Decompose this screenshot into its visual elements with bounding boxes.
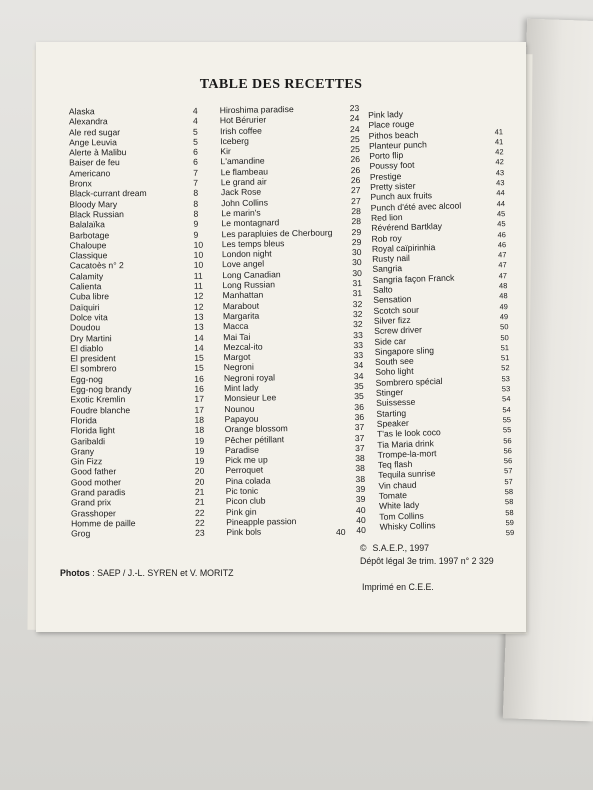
recipe-page-number: 27 [350, 185, 361, 196]
recipe-page-number: 42 [495, 157, 504, 167]
recipe-page-number: 54 [502, 404, 511, 414]
photo-credits [60, 568, 234, 578]
recipe-name: Pêcher pétillant [224, 433, 285, 445]
recipe-name: Nounou [224, 403, 255, 414]
recipe-page-number: 12 [193, 291, 204, 302]
recipe-name: Dry Martini [70, 332, 112, 343]
recipe-page-number: 18 [194, 414, 205, 425]
recipe-name: Bloody Mary [69, 198, 118, 210]
recipe-name: Barbotage [69, 229, 110, 240]
recipe-name: Silver fizz [373, 314, 411, 326]
recipe-page-number: 16 [194, 383, 204, 394]
recipe-page-number: 25 [350, 144, 360, 155]
recipe-page-number: 15 [194, 352, 204, 363]
recipe-name: Scotch sour [373, 304, 420, 316]
recipe-page-number: 22 [195, 517, 205, 528]
recipe-page-number: 20 [194, 476, 205, 487]
recipe-page-number: 13 [193, 311, 204, 322]
recipe-entry [226, 525, 376, 538]
recipe-page-number: 53 [501, 373, 511, 384]
recipe-name: Long Russian [222, 279, 276, 291]
recipe-page-number: 53 [501, 384, 511, 394]
recipe-page-number: 45 [496, 209, 506, 219]
recipe-name: London night [221, 248, 272, 260]
recipe-name: Cacatoès n° 2 [69, 260, 124, 271]
recipe-page-number: 19 [194, 445, 205, 456]
recipe-name: Le montagnard [221, 217, 280, 229]
recipe-page-number: 4 [192, 105, 198, 116]
recipe-page-number: 55 [502, 415, 512, 425]
recipe-name: Prestige [369, 170, 402, 182]
recipe-name: Alaska [68, 106, 95, 117]
recipe-name: Pina colada [225, 475, 271, 486]
recipe-page-number: 16 [194, 373, 204, 384]
recipe-page-number: 34 [353, 370, 364, 381]
copyright-symbol: © [360, 543, 367, 553]
recipe-page-number: 10 [193, 239, 204, 250]
recipe-page-number: 47 [498, 260, 507, 270]
recipe-name: Negroni royal [223, 372, 276, 383]
recipe-name: Manhattan [222, 289, 264, 301]
recipe-page-number: 5 [193, 136, 198, 147]
recipe-page-number: 49 [499, 312, 509, 322]
recipe-page-number: 44 [496, 188, 505, 198]
recipe-page-number: 14 [194, 332, 204, 343]
recipe-name: Good mother [70, 476, 122, 488]
recipe-name: Tom Collins [379, 510, 424, 522]
recipe-name: Exotic Kremlin [70, 394, 126, 405]
recipe-page-number: 36 [354, 401, 365, 412]
recipe-page-number: 48 [498, 281, 508, 291]
recipe-name: Irish coffee [219, 125, 262, 136]
recipe-page-number: 12 [193, 301, 204, 312]
recipe-name: Le flambeau [220, 166, 269, 177]
recipe-page-number: 6 [193, 146, 198, 157]
recipe-name: El diablo [70, 343, 104, 354]
recipe-page-number: 26 [350, 175, 361, 186]
recipe-name: Trompe-la-mort [377, 447, 437, 460]
recipe-name: Place rouge [368, 118, 415, 131]
recipe-name: Tomate [378, 490, 408, 501]
recipe-name: Pink bols [226, 526, 262, 538]
recipe-page-number: 17 [194, 404, 205, 415]
recipe-name: Egg-nog [70, 373, 103, 385]
legal-deposit: Dépôt légal 3e trim. 1997 n° 2 329 [360, 556, 494, 566]
recipe-page-number: 40 [356, 514, 366, 525]
recipe-page-number: 49 [499, 301, 508, 312]
recipe-name: Punch d'été avec alcool [370, 200, 462, 213]
recipe-page-number: 30 [352, 257, 362, 268]
recipe-page-number: 59 [505, 517, 515, 528]
recipe-page-number: 9 [193, 229, 199, 240]
recipe-name: Sombrero spécial [375, 375, 443, 388]
recipe-page-number: 26 [350, 164, 361, 175]
recipe-page-number: 37 [354, 432, 365, 443]
recipe-name: Whisky Collins [379, 520, 436, 532]
recipe-name: Margot [223, 351, 251, 363]
recipe-name: Negroni [223, 362, 254, 373]
recipe-name: Salto [372, 284, 393, 295]
recipe-name: Les parapluies de Cherbourg [221, 227, 333, 239]
recipe-name: L'amandine [220, 155, 265, 167]
recipe-name: Hiroshima paradise [219, 104, 294, 116]
recipe-page-number: 37 [354, 442, 365, 453]
recipe-name: Paradise [224, 444, 260, 455]
recipe-page-number: 35 [353, 380, 364, 392]
recipe-name: Orange blossom [224, 423, 288, 435]
recipe-name: Pink gin [225, 506, 257, 517]
recipe-name: Good father [70, 466, 117, 477]
recipe-page-number: 56 [503, 456, 513, 466]
recipe-name: Marabout [222, 300, 260, 311]
recipe-page-number: 38 [355, 463, 365, 474]
recipe-name: Pithos beach [368, 129, 419, 141]
recipe-name: Suissesse [376, 397, 416, 409]
recipe-page-number: 28 [351, 205, 361, 217]
column-2-trailing-page: 40 [336, 527, 346, 537]
recipe-name: Sangria façon Franck [372, 272, 455, 285]
recipe-name: Long Canadian [222, 269, 281, 280]
recipe-name: Classique [69, 250, 108, 261]
recipe-name: Gin Fizz [70, 456, 103, 467]
recipe-page-number: 50 [499, 322, 509, 332]
recipe-name: Balalaïka [69, 219, 105, 230]
recipe-name: Iceberg [220, 135, 249, 147]
recipe-page-number: 39 [355, 494, 366, 505]
recipe-page-number: 7 [193, 167, 199, 178]
recipe-name: Grog [71, 528, 91, 539]
recipe-page-number: 46 [497, 229, 506, 239]
recipe-name: Poussy foot [369, 160, 415, 172]
recipe-page-number: 11 [193, 270, 203, 281]
recipe-page-number: 38 [355, 473, 366, 484]
recipe-name: Mint lady [223, 382, 259, 394]
recipe-name: Teq flash [377, 458, 413, 470]
book-page [36, 42, 526, 632]
recipe-page-number: 41 [494, 126, 504, 137]
recipe-name: Egg-nog brandy [70, 384, 132, 395]
recipe-page-number: 59 [505, 528, 515, 538]
recipe-name: Pretty sister [370, 180, 416, 193]
photos-label: Photos [60, 568, 90, 578]
recipe-page-number: 13 [193, 321, 204, 333]
recipe-name: Black Russian [69, 209, 124, 220]
recipe-page-number: 41 [494, 137, 504, 147]
copyright-text: S.A.E.P., 1997 [372, 543, 430, 553]
recipe-page-number: 31 [352, 278, 363, 289]
recipe-name: Mai Tai [223, 331, 251, 342]
recipe-name: T'as le look coco [376, 427, 441, 440]
recipe-page-number: 20 [194, 466, 205, 477]
recipe-name: Baiser de feu [69, 157, 120, 168]
recipe-page-number: 32 [352, 308, 363, 320]
recipe-name: South see [374, 355, 414, 367]
recipe-name: Garibaldi [70, 435, 106, 446]
recipe-name: Calamity [69, 270, 104, 282]
recipe-name: Love angel [222, 258, 265, 270]
recipe-page-number: 55 [502, 425, 512, 435]
recipe-page-number: 22 [194, 507, 205, 518]
recipe-page-number: 33 [353, 329, 363, 340]
recipe-page-number: 58 [505, 507, 514, 517]
recipe-name: Soho light [375, 366, 414, 378]
recipe-page-number: 52 [501, 363, 510, 373]
recipe-name: Florida light [70, 425, 116, 436]
recipe-name: Homme de paille [71, 517, 136, 529]
recipe-name: Chaloupe [69, 240, 107, 251]
recipe-name: Punch aux fruits [370, 190, 433, 203]
recipe-page-number: 50 [500, 332, 509, 342]
recipe-name: Perroquet [225, 464, 264, 476]
recipe-name: Vin chaud [378, 479, 417, 491]
recipe-page-number: 24 [349, 123, 360, 134]
recipe-name: Cuba libre [69, 291, 110, 302]
recipe-page-number: 18 [194, 424, 205, 435]
recipe-name: Rob roy [371, 232, 402, 244]
recipe-page-number: 48 [499, 291, 508, 301]
recipe-name: Mezcal-ito [223, 341, 263, 353]
recipe-page-number: 51 [500, 353, 510, 363]
recipe-page-number: 43 [495, 178, 505, 188]
recipe-name: Starting [376, 407, 407, 419]
recipe-name: El president [70, 353, 116, 364]
recipe-name: Side car [374, 335, 407, 347]
recipe-name: Hot Bérurier [219, 114, 267, 126]
recipe-page-number: 4 [192, 116, 198, 127]
recipe-page-number: 9 [193, 219, 199, 230]
recipe-page-number: 19 [194, 435, 205, 446]
recipe-page-number: 42 [495, 147, 504, 157]
recipe-name: Royal caïpirinhia [371, 242, 436, 254]
recipe-page-number: 36 [354, 411, 365, 423]
recipe-page-number: 32 [352, 298, 363, 309]
recipe-page-number: 30 [352, 267, 362, 278]
recipe-name: El sombrero [70, 363, 117, 374]
recipe-page-number: 32 [352, 319, 363, 330]
recipe-page-number: 56 [503, 445, 513, 456]
recipe-name: Révérend Bartklay [371, 221, 443, 234]
recipe-page-number: 23 [349, 103, 360, 114]
recipe-page-number: 57 [504, 476, 513, 486]
recipe-name: Sangria [372, 263, 403, 275]
recipe-page-number: 7 [193, 177, 199, 188]
recipe-name: Pic tonic [225, 485, 259, 497]
recipe-name: Macca [223, 321, 249, 332]
recipe-page-number: 47 [497, 250, 507, 260]
recipe-name: Alerte à Malibu [69, 147, 127, 158]
recipe-name: Grasshoper [70, 507, 116, 518]
recipe-name: Ange Leuvia [69, 137, 117, 148]
recipe-page-number: 29 [351, 226, 362, 237]
recipe-page-number: 14 [194, 342, 204, 353]
recipe-page-number: 8 [193, 208, 199, 219]
recipe-page-number: 29 [351, 236, 362, 248]
recipe-column-2 [220, 103, 377, 538]
recipe-page-number: 15 [194, 363, 204, 374]
recipe-page-number: 34 [353, 360, 364, 371]
credits-block [360, 542, 494, 568]
recipe-column-3 [368, 106, 515, 542]
recipe-page-number: 11 [193, 280, 203, 291]
recipe-name: Papayou [224, 413, 259, 425]
recipe-name: Ale red sugar [68, 126, 121, 138]
recipe-name: John Collins [221, 197, 269, 208]
recipe-page-number: 58 [504, 497, 514, 507]
recipe-page-number: 39 [355, 483, 366, 495]
recipe-name: Le marin's [221, 207, 261, 219]
recipe-name: Pick me up [225, 454, 268, 466]
recipe-name: Dolce vita [69, 312, 108, 323]
recipe-name: Porto flip [369, 150, 404, 162]
recipe-page-number: 45 [497, 219, 506, 229]
recipe-name: Pink lady [367, 108, 404, 120]
recipe-page-number: 43 [495, 167, 505, 178]
recipe-page-number: 58 [504, 487, 514, 497]
recipe-page-number: 33 [353, 339, 364, 350]
recipe-page-number: 47 [498, 270, 508, 281]
recipe-page-number: 27 [351, 195, 361, 206]
recipe-page-number: 30 [351, 247, 362, 258]
recipe-page-number: 23 [195, 527, 205, 538]
recipe-name: Doudou [70, 322, 101, 333]
recipe-page-number: 21 [194, 496, 205, 508]
recipe-page-number: 19 [194, 455, 205, 466]
recipe-name: Planteur punch [368, 139, 427, 151]
recipe-page-number: 40 [355, 504, 366, 515]
recipe-page-number: 37 [354, 422, 365, 433]
recipe-name: Singapore sling [374, 345, 435, 357]
recipe-name: Daïquiri [69, 301, 100, 313]
recipe-page-number: 57 [504, 466, 513, 476]
recipe-name: Tia Maria drink [377, 437, 434, 450]
recipe-name: Calienta [69, 281, 102, 292]
recipe-name: Jack Rose [220, 186, 262, 198]
recipe-page-number: 21 [194, 486, 205, 497]
recipe-page-number: 5 [192, 126, 198, 137]
recipe-name: Le grand air [220, 176, 267, 188]
recipe-name: Bronx [69, 178, 92, 189]
recipe-name: Picon club [225, 495, 266, 507]
recipe-page-number: 33 [353, 350, 364, 361]
recipe-page-number: 51 [500, 342, 510, 353]
recipe-name: White lady [378, 499, 420, 512]
recipe-name: Screw driver [374, 324, 423, 337]
recipe-name: Black-currant dream [69, 188, 147, 199]
recipe-name: Tequila sunrise [378, 468, 436, 481]
recipe-name: Grand prix [70, 497, 112, 508]
printed-in: Imprimé en C.E.E. [362, 582, 434, 592]
recipe-name: Foudre blanche [70, 404, 131, 416]
recipe-name: Margarita [222, 310, 260, 322]
recipe-name: Florida [70, 415, 97, 426]
recipe-page-number: 8 [193, 198, 199, 209]
recipe-name: Americano [69, 167, 111, 179]
recipe-entry [71, 528, 231, 539]
recipe-column-1 [69, 106, 231, 539]
recipe-page-number: 38 [355, 453, 365, 464]
recipe-page-number: 44 [496, 198, 506, 209]
recipe-name: Grand paradis [70, 487, 126, 498]
recipe-name: Stinger [375, 387, 404, 398]
photos-text: : SAEP / J.-L. SYREN et V. MORITZ [89, 568, 234, 578]
recipe-page-number: 10 [193, 260, 204, 271]
recipe-name: Alexandra [68, 116, 108, 127]
recipe-page-number: 25 [350, 133, 360, 145]
recipe-page-number: 54 [501, 394, 511, 404]
copyright-line [360, 542, 494, 555]
recipe-name: Grany [70, 446, 95, 457]
recipe-page-number: 6 [193, 157, 198, 168]
recipe-page-number: 17 [194, 394, 204, 405]
recipe-name: Kir [220, 146, 231, 157]
recipe-page-number: 35 [354, 391, 364, 402]
recipe-page-number: 28 [351, 216, 362, 227]
recipe-name: Sensation [373, 294, 412, 306]
recipe-page-number: 24 [349, 113, 360, 124]
recipe-name: Red lion [370, 212, 403, 223]
recipe-page-number: 46 [497, 240, 507, 250]
recipe-name: Rusty nail [372, 253, 411, 265]
page-title: TABLE DES RECETTES [199, 77, 363, 92]
recipe-page-number: 40 [356, 525, 366, 536]
recipe-name: Les temps bleus [221, 238, 285, 250]
recipe-name: Speaker [376, 417, 409, 429]
recipe-page-number: 26 [350, 154, 361, 165]
recipe-page-number: 56 [503, 435, 512, 445]
recipe-page-number: 10 [193, 249, 204, 260]
recipe-page-number: 8 [193, 188, 199, 199]
recipe-name: Monsieur Lee [224, 392, 277, 404]
recipe-page-number: 31 [352, 288, 363, 299]
recipe-name: Pineapple passion [226, 515, 297, 528]
